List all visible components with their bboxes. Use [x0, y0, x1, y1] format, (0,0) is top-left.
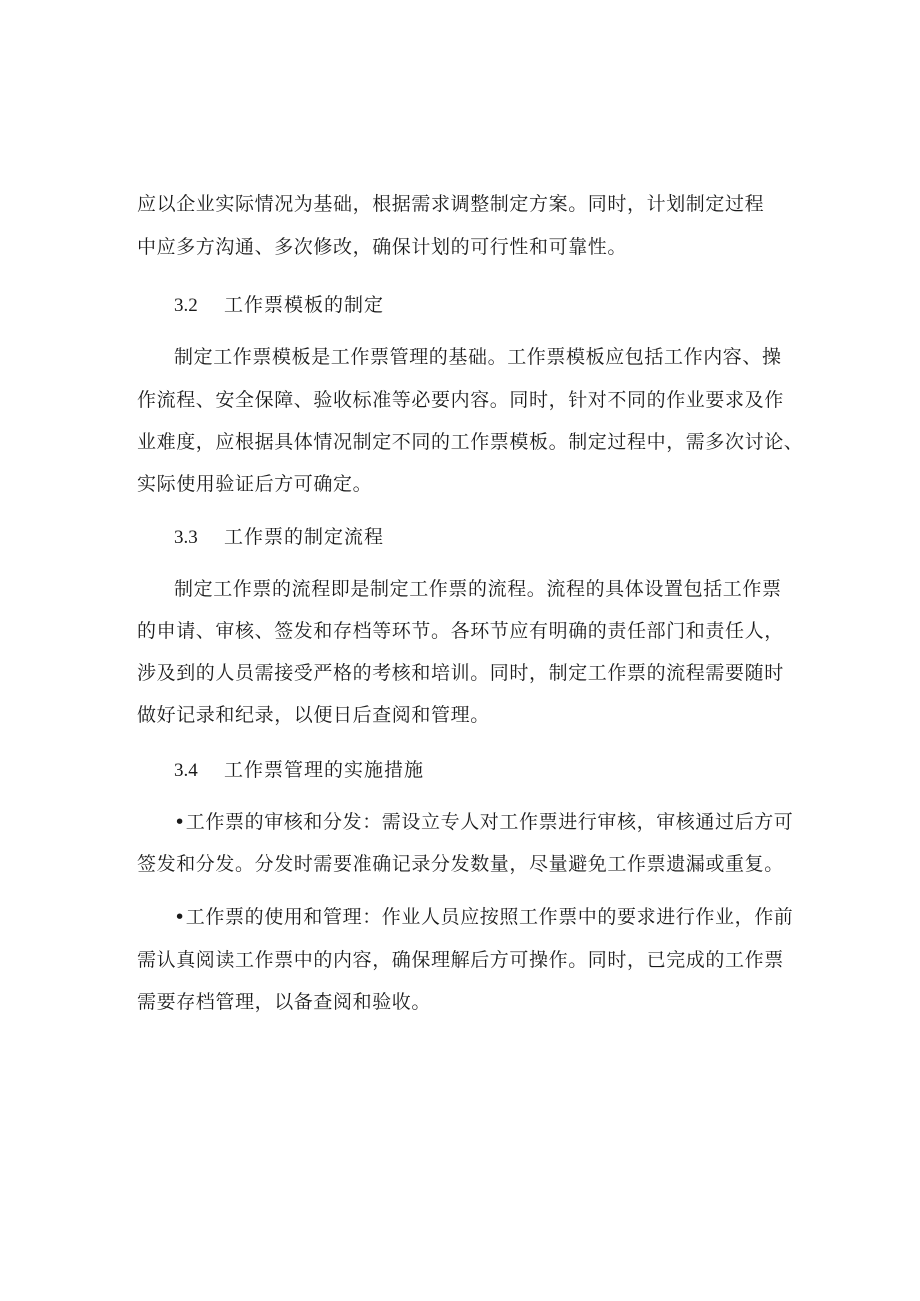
- section-3-3-line-2: 的申请、审核、签发和存档等环节。各环节应有明确的责任部门和责任人，: [137, 620, 784, 642]
- section-heading-3-4: [174, 758, 424, 783]
- section-3-2-line-2: 作流程、安全保障、验收标准等必要内容。同时，针对不同的作业要求及作: [137, 389, 784, 411]
- section-title: 工作票模板的制定: [224, 294, 385, 316]
- section-title: 工作票管理的实施措施: [224, 759, 425, 781]
- bullet-2-line-3: 需要存档管理，以备查阅和验收。: [137, 991, 432, 1013]
- section-3-2-line-1: 制定工作票模板是工作票管理的基础。工作票模板应包括工作内容、操: [174, 346, 782, 368]
- section-heading-3-2: [174, 293, 384, 318]
- section-heading-3-3: [174, 525, 384, 550]
- section-3-3-line-4: 做好记录和纪录，以便日后查阅和管理。: [137, 704, 490, 726]
- section-number: 3.2: [174, 295, 198, 316]
- section-3-3-line-1: 制定工作票的流程即是制定工作票的流程。流程的具体设置包括工作票: [174, 578, 782, 600]
- bullet-2-line-2: 需认真阅读工作票中的内容，确保理解后方可操作。同时，已完成的工作票: [137, 949, 784, 971]
- section-number: 3.3: [174, 527, 198, 548]
- intro-line-2: 中应多方沟通、多次修改，确保计划的可行性和可靠性。: [137, 236, 628, 258]
- intro-line-1: 应以企业实际情况为基础，根据需求调整制定方案。同时，计划制定过程: [137, 193, 765, 215]
- section-3-3-line-3: 涉及到的人员需接受严格的考核和培训。同时，制定工作票的流程需要随时: [137, 662, 784, 684]
- section-3-2-line-3: 业难度，应根据具体情况制定不同的工作票模板。制定过程中，需多次讨论、: [137, 431, 804, 453]
- section-title: 工作票的制定流程: [224, 526, 385, 548]
- bullet-1-line-1: •工作票的审核和分发：需设立专人对工作票进行审核，审核通过后方可: [174, 811, 794, 833]
- section-3-2-line-4: 实际使用验证后方可确定。: [137, 473, 373, 495]
- bullet-1-line-2: 签发和分发。分发时需要准确记录分发数量，尽量避免工作票遗漏或重复。: [137, 853, 784, 875]
- section-number: 3.4: [174, 760, 198, 781]
- bullet-2-line-1: •工作票的使用和管理：作业人员应按照工作票中的要求进行作业，作前: [174, 906, 794, 928]
